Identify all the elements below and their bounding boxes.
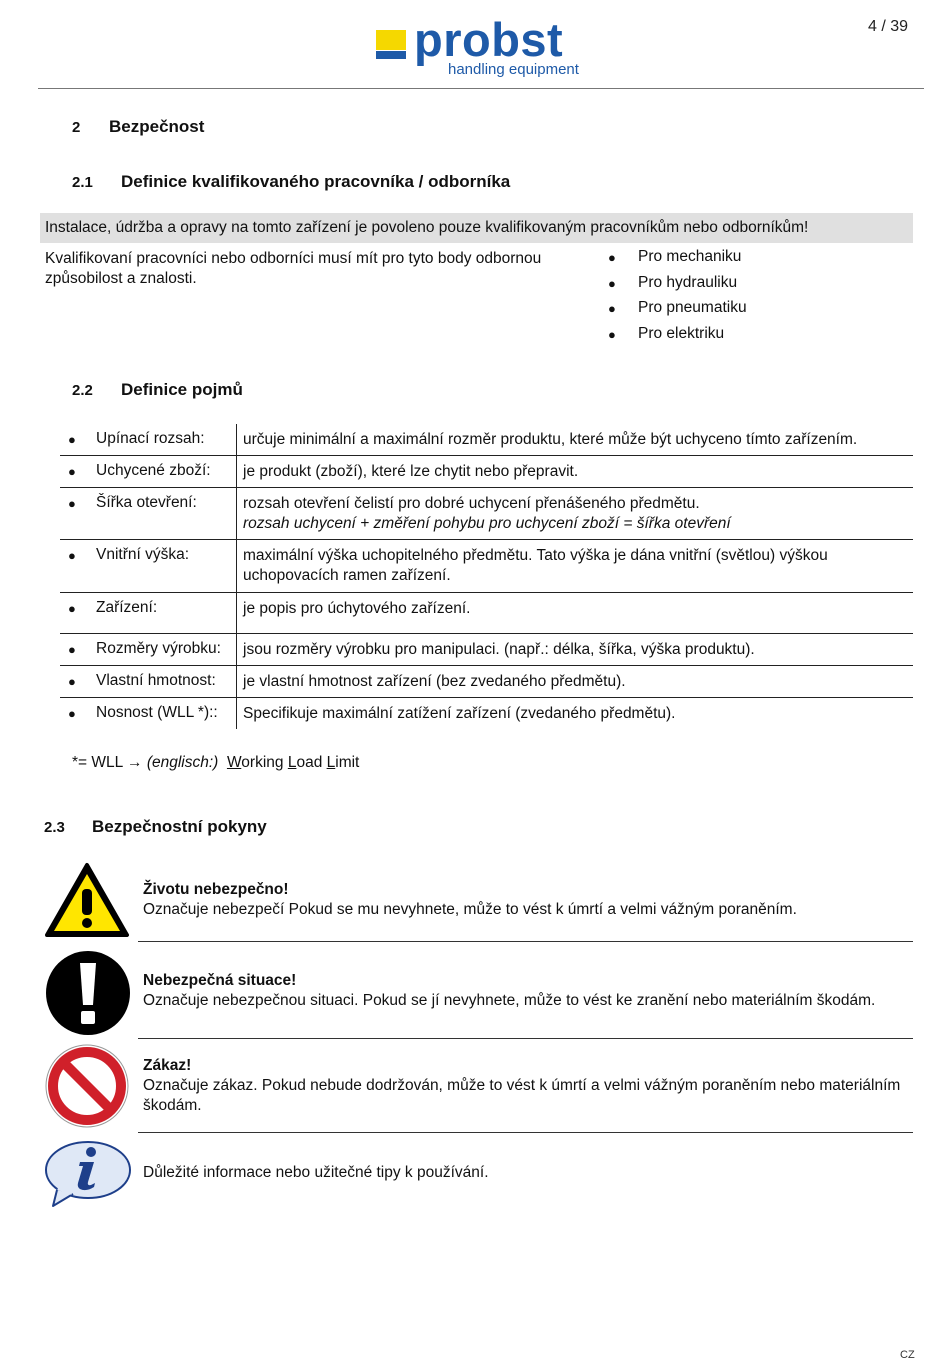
safety-item-text: Označuje zákaz. Pokud nebude dodržován, může to vést k úmrtí a velmi vážným poraněním nebo materiálním škodám. [143,1077,901,1114]
qualification-text: Kvalifikovaní pracovníci nebo odborníci musí mít pro tyto body odbornou způsobilost a znalosti. [45,250,542,287]
table-row [60,540,913,593]
language-code: CZ [900,1349,915,1361]
safety-item-text: Označuje nebezpečnou situaci. Pokud se jí nevyhnete, může to vést ke zranění nebo materiálním škodám. [143,992,876,1009]
section-title: Bezpečnostní pokyny [92,817,267,836]
safety-divider [138,1132,913,1133]
section-2-heading [72,117,204,137]
safety-item-text: Důležité informace nebo užitečné tipy k používání. [143,1164,489,1181]
logo-blue-bar [376,51,406,59]
definition-cell: jsou rozměry výrobku pro manipulaci. (např.: délka, šířka, výška produktu). [243,641,755,658]
safety-item-danger [143,880,913,920]
term-cell [60,540,237,592]
list-item-label: Pro mechaniku [638,248,742,265]
bullet-icon: ● [68,674,76,689]
table-row [60,424,913,456]
bullet-icon: ● [68,464,76,479]
section-title: Definice pojmů [121,380,243,399]
table-row [60,666,913,698]
list-item-label: Pro hydrauliku [638,273,738,291]
qualification-bullet-list [608,248,747,350]
logo-tagline: handling equipment [448,61,579,78]
table-row [60,698,913,729]
word-rest: oad [296,754,327,771]
term-cell [60,698,237,729]
definition-cell: maximální výška uchopitelného předmětu. Tato výška je dána vnitřní (světlou) výškou uchopovacích ramen zařízení. [243,547,828,584]
term-label: Rozměry výrobku: [96,640,221,657]
list-item [608,274,747,300]
bullet-icon: ● [68,496,76,511]
bullet-icon: ● [608,250,616,265]
section-2-3-heading [44,817,267,837]
term-label: Vnitřní výška: [96,546,190,563]
safety-divider [138,941,913,942]
definition-cell: je popis pro úchytového zařízení. [243,600,471,617]
section-2-1-heading [72,172,510,192]
safety-item-info [143,1163,913,1183]
term-cell [60,593,237,633]
word-rest: imit [335,754,360,771]
list-item [608,299,747,325]
page-number: 4 / 39 [868,18,909,35]
exclamation-circle-icon [45,950,131,1036]
bullet-icon: ● [68,706,76,721]
bullet-icon: ● [608,326,616,342]
list-item [608,248,747,274]
table-row [60,593,913,634]
safety-item-hazard [143,971,913,1011]
footnote-language: (englisch:) [146,754,219,771]
qualification-notice: Instalace, údržba a opravy na tomto zařízení je povoleno pouze kvalifikovaným pracovníkům nebo odborníkům! [45,219,809,236]
info-bubble-icon [43,1140,133,1208]
bullet-icon: ● [608,275,616,291]
definition-text: rozsah otevření čelistí pro dobré uchycení přenášeného předmětu. [243,495,700,512]
initial-w: W [226,754,242,771]
term-label: Zařízení: [96,599,158,616]
section-title: Definice kvalifikovaného pracovníka / odborníka [121,172,511,191]
definition-formula: rozsah uchycení + změření pohybu pro uchycení zboží = šířka otevření [243,515,731,532]
table-row [60,488,913,540]
safety-divider [138,1038,913,1039]
bullet-icon: ● [68,548,76,563]
definition-cell: určuje minimální a maximální rozměr produktu, které může být uchyceno tímto zařízením. [243,431,858,448]
term-cell [60,634,237,665]
section-number: 2.1 [72,174,93,191]
definition-cell: je produkt (zboží), které lze chytit nebo přepravit. [243,463,579,480]
probst-logo [376,13,596,82]
logo-yellow-bar [376,30,406,50]
list-item-label: Pro pneumatiku [638,299,747,316]
term-cell [60,488,237,539]
safety-item-title: Nebezpečná situace! [143,972,297,989]
bullet-icon: ● [68,601,76,616]
arrow-right-icon: → [127,754,143,771]
bullet-icon: ● [68,432,76,447]
section-number: 2 [72,119,81,136]
term-cell [60,424,237,455]
footnote-expansion [227,754,359,771]
safety-item-title: Životu nebezpečno! [143,881,289,898]
definition-cell [237,488,913,539]
term-label: Nosnost (WLL *):: [96,704,218,721]
section-2-2-heading [72,380,243,400]
bullet-icon: ● [608,301,616,316]
term-label: Vlastní hmotnost: [96,672,216,689]
section-number: 2.2 [72,382,93,399]
safety-item-prohibition [143,1056,913,1116]
initial-l: L [326,754,336,771]
list-item-label: Pro elektriku [638,324,725,342]
prohibition-icon [45,1044,129,1128]
definition-cell: Specifikuje maximální zatížení zařízení (zvedaného předmětu). [243,705,676,722]
term-label: Šířka otevření: [96,494,197,511]
warning-triangle-icon [44,862,130,938]
word-rest: orking [241,754,288,771]
header-divider [38,88,924,89]
definitions-table [60,424,913,729]
section-title: Bezpečnost [109,117,205,136]
footnote-prefix: *= WLL [72,754,123,771]
table-row [60,456,913,488]
safety-item-title: Zákaz! [143,1057,192,1074]
safety-item-text: Označuje nebezpečí Pokud se mu nevyhnete, může to vést k úmrtí a velmi vážným poraněním. [143,901,797,918]
list-item [608,325,747,351]
logo-wordmark: probst [414,13,564,66]
bullet-icon: ● [68,642,76,657]
wll-footnote [72,754,359,772]
term-cell [60,456,237,487]
term-label: Uchycené zboží: [96,462,211,479]
table-row [60,634,913,666]
definition-cell: je vlastní hmotnost zařízení (bez zvedaného předmětu). [243,673,626,690]
term-cell [60,666,237,697]
initial-l: L [287,754,297,771]
term-label: Upínací rozsah: [96,430,205,447]
section-number: 2.3 [44,819,65,836]
